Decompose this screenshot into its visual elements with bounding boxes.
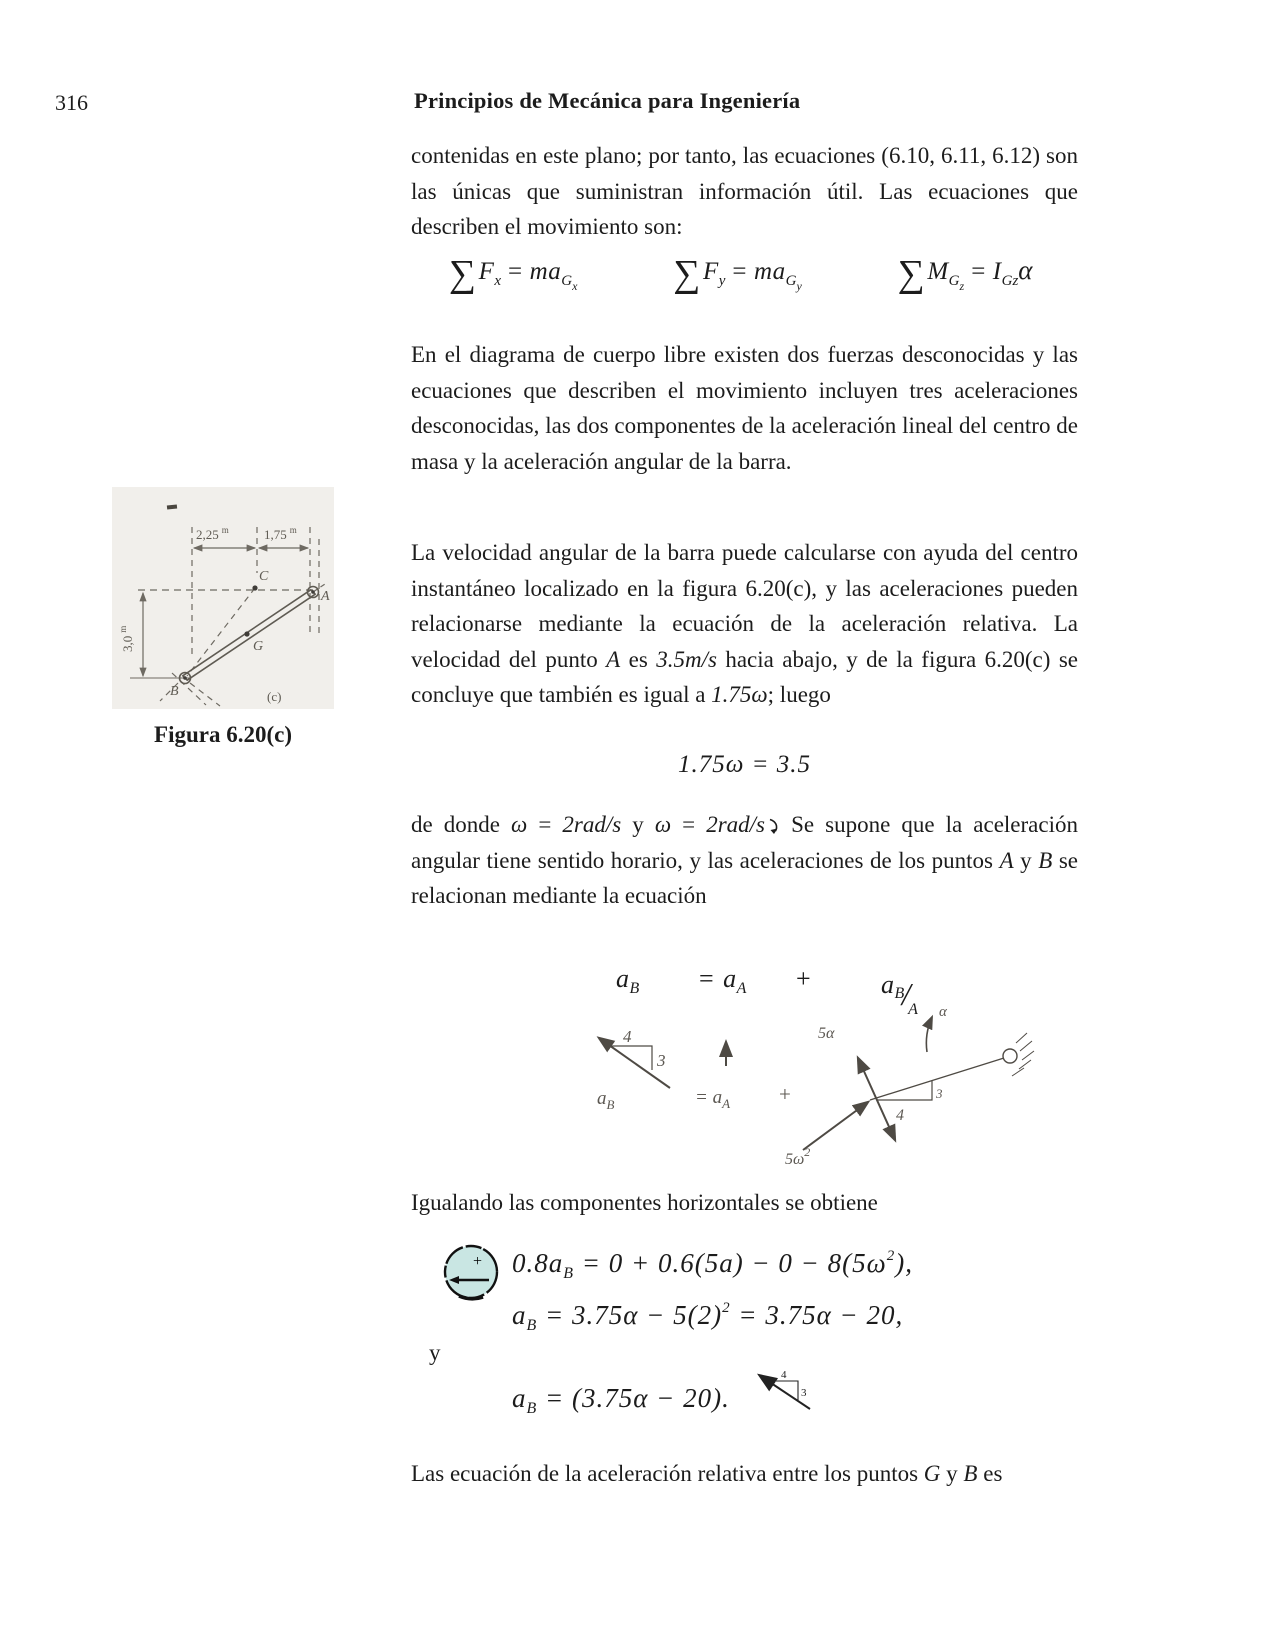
equation-horizontal-1: $0.8a_B = 0 + 0.6(5a) - 0 - 8(5\omega^2)$, [512, 1248, 913, 1282]
figure-sub-label: (c) [267, 689, 282, 704]
sketch-aB-label: $a_B$ [597, 1088, 615, 1112]
clockwise-rotation-icon [767, 818, 780, 835]
term-plus: + [796, 964, 812, 993]
point-G-label: G [253, 639, 264, 654]
dim-225-label: 2,25 $^m$ [196, 525, 229, 542]
equation-final-aB: $a_B = (3.75\alpha - 20)$. [512, 1383, 730, 1417]
sketch-3-left: 3 [657, 1051, 666, 1070]
equation-sum-fx: $\sum F_x = ma_{G_x}$ [449, 253, 578, 295]
slope-4-label: 4 [781, 1369, 787, 1381]
dim-175-label: 1,75 $^m$ [264, 525, 297, 542]
point-A-label: A [321, 589, 330, 604]
sigma-symbol: ∑ [673, 253, 701, 295]
positive-direction-icon [441, 1241, 503, 1309]
slope-direction-icon [752, 1366, 816, 1416]
sigma-symbol: ∑ [897, 253, 926, 295]
figure-caption: Figura 6.20(c) [154, 722, 292, 747]
term-equals-aA: = $a_A$ [699, 964, 747, 997]
slope-3-label: 3 [801, 1387, 807, 1399]
sketch-4-left: 4 [623, 1027, 632, 1046]
sketch-aA-label: = $a_A$ [695, 1087, 731, 1111]
sketch-3-right: 3 [936, 1086, 943, 1101]
term-aB: $a_B$ [616, 964, 640, 997]
equation-omega: 1.75ω = 3.5 [677, 751, 812, 778]
sketch-5alpha-label: 5α [818, 1025, 835, 1042]
figure-6-20c-image [112, 487, 334, 709]
sigma-symbol: ∑ [449, 253, 477, 295]
pin-B [183, 676, 187, 680]
vector-diagram [555, 1000, 1065, 1180]
sketch-plus: + [779, 1082, 791, 1106]
equation-sum-moment: $\sum M_{G_z}= I_{Gz}\alpha$ [897, 253, 1033, 295]
equation-sum-fy: $\sum F_y = ma_{G_y}$ [673, 253, 802, 295]
term-aB-over-A: $aB/_A$ [881, 970, 919, 1018]
paragraph-angular-velocity: La velocidad angular de la barra puede calcularse con ayuda del centro instantáneo localizado en la figura 6.20(c), y las aceleraciones pueden relacionarse mediante la ecuación de la aceleración relativa. La velocidad del punto A es 3.5m/s hacia abajo, y de la figura 6.20(c) se concluye que también es igual a 1.75ω; luego [411, 540, 1078, 708]
paragraph-de-donde: de donde ω = 2rad/s y ω = 2rad/s Se supone que la aceleración angular tiene sentido horario, y las aceleraciones de los puntos A y B se relacionan mediante la ecuación [411, 812, 1079, 909]
paragraph-free-body: En el diagrama de cuerpo libre existen dos fuerzas desconocidas y las ecuaciones que describen el movimiento incluyen tres aceleraciones desconocidas, las dos componentes de la aceleración lineal del centro de masa y la aceleración angular de la barra. [411, 342, 1078, 474]
pin-A [311, 590, 315, 594]
point-C-label: C [259, 569, 269, 584]
figure-background [112, 487, 334, 709]
conjunction-y: y [429, 1340, 441, 1365]
sketch-5omega2-label: $5\omega^2$ [785, 1145, 811, 1168]
point-C-dot [252, 585, 257, 590]
point-G-dot [244, 631, 249, 636]
page-title: Principios de Mecánica para Ingeniería [414, 88, 801, 113]
page-number: 316 [55, 90, 88, 115]
motion-equations-row [411, 252, 1078, 296]
equation-horizontal-2: $a_B = 3.75\alpha - 5(2)^2 = 3.75\alpha - 20$, [512, 1300, 904, 1334]
paragraph-relative-GB: Las ecuación de la aceleración relativa entre los puntos G y B es [411, 1461, 1003, 1486]
paragraph-igualando: Igualando las componentes horizontales se obtiene [411, 1190, 878, 1215]
paragraph-intro: contenidas en este plano; por tanto, las ecuaciones (6.10, 6.11, 6.12) son las únicas que suministran información útil. Las ecuaciones que describen el movimiento son: [411, 143, 1078, 240]
point-B-label: B [170, 684, 179, 699]
dim-30-label: 3,0$^m$ [118, 625, 135, 652]
plus-sign: + [473, 1253, 483, 1270]
sketch-alpha-label: α [939, 1004, 947, 1020]
sketch-4-right: 4 [896, 1107, 904, 1124]
